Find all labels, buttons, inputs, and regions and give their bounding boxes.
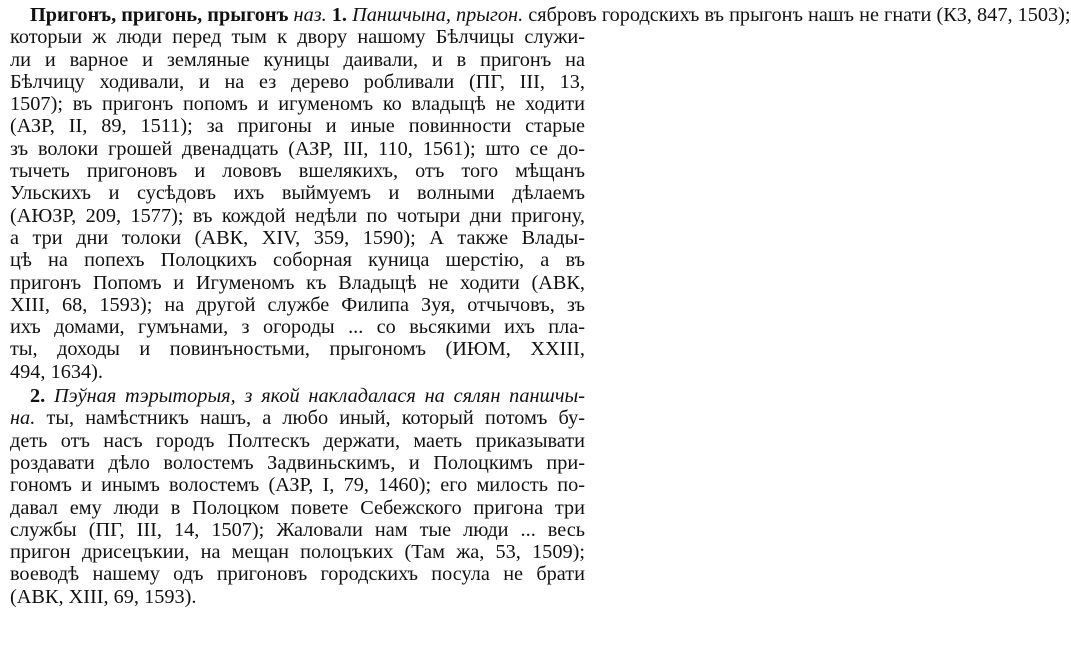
text-line: деть отъ насъ городъ Полтескъ держати, маеть приказывати bbox=[10, 429, 585, 452]
sense-2-line-2 bbox=[10, 407, 585, 429]
text-line: (АВК, XIII, 69, 1593). bbox=[10, 585, 197, 608]
text-line: (АЗР, II, 89, 1511); за пригоны и иные повинности старые bbox=[10, 115, 585, 138]
text-line: Бѣлчицу ходивали, и на ез дерево робливали (ПГ, III, 13, bbox=[10, 70, 585, 93]
text-line: ихъ домами, гумънами, з огороды ... со вьсякими ихъ пла- bbox=[10, 316, 585, 339]
text-line: службы (ПГ, III, 14, 1507); Жаловали нам тые люди ... весь bbox=[10, 518, 585, 541]
text-line: зъ волоки грошей двенадцать (АЗР, III, 110, 1561); што се до- bbox=[10, 137, 585, 160]
text-line: пригон дрисецъкии, на мещан полоцъких (Там жа, 53, 1509); bbox=[10, 541, 585, 564]
head-lemma: Пригонъ, пригонь, прыгонъ bbox=[30, 4, 289, 26]
text-line: а три дни толоки (АВК, XIV, 359, 1590); А также Влады- bbox=[10, 226, 585, 249]
sense-gloss-end: на. bbox=[10, 407, 36, 430]
text-line: сябровъ городскихъ въ прыгонъ нашъ не гнати (КЗ, 847, 1503); bbox=[528, 4, 1071, 26]
text-line: XIII, 68, 1593); на другой службе Филипа Зуя, отчычовъ, зъ bbox=[10, 293, 585, 316]
sense-gloss: Паншчына, прыгон. bbox=[352, 4, 524, 26]
text-line: ты, доходы и повинъностьми, прыгономъ (ИЮМ, XXIII, bbox=[10, 338, 585, 361]
text-line: воеводѣ нашему одъ пригоновъ городскихъ посула не брати bbox=[10, 563, 585, 586]
text-line: давал ему люди в Полоцком повете Себежского пригона три bbox=[10, 496, 585, 519]
text-line: 1507); въ пригонъ попомъ и игуменомъ ко владыцѣ не ходити bbox=[10, 93, 585, 116]
entry-sense-2 bbox=[10, 385, 585, 608]
text-line: которыи ж люди перед тым к двору нашому Бѣлчицы служи- bbox=[10, 26, 585, 49]
text-line: (АЮЗР, 209, 1577); въ кождой недѣли по чотыри дни пригону, bbox=[10, 204, 585, 227]
entry-sense-1 bbox=[10, 4, 1071, 383]
text-line: Ульскихъ и сусѣдовъ ихъ выймуемъ и волными дѣлаемъ bbox=[10, 182, 585, 205]
text-line: цѣ на попехъ Полоцкихъ соборная куница шерстiю, а въ bbox=[10, 249, 585, 272]
text-line: роздавати дѣло волостемъ Задвиньскимъ, и Полоцкимъ при- bbox=[10, 451, 585, 474]
sense-number: 2. bbox=[30, 385, 46, 408]
text-line: 494, 1634). bbox=[10, 360, 103, 383]
sense-number: 1. bbox=[331, 4, 347, 26]
text-line: ли и варное и земляные куницы даивали, и в пригонъ на bbox=[10, 48, 585, 71]
entry-headline bbox=[10, 4, 1071, 26]
part-of-speech: наз. bbox=[293, 4, 327, 26]
sense-2-headline bbox=[10, 385, 585, 407]
sense-gloss: Пэўная тэрыторыя, з якой накладалася на сялян паншчы- bbox=[54, 385, 586, 408]
text-line: пригонъ Попомъ и Игуменомъ къ Владыцѣ не ходити (АВК, bbox=[10, 271, 585, 294]
text-line: тычеть пригоновъ и лововъ вшелякихъ, отъ того мѣщанъ bbox=[10, 160, 585, 183]
text-line: ты, намѣстникъ нашъ, а любо иный, который потомъ бу- bbox=[35, 407, 585, 430]
text-line: гономъ и инымъ волостемъ (АЗР, I, 79, 1460); его милость по- bbox=[10, 474, 585, 497]
